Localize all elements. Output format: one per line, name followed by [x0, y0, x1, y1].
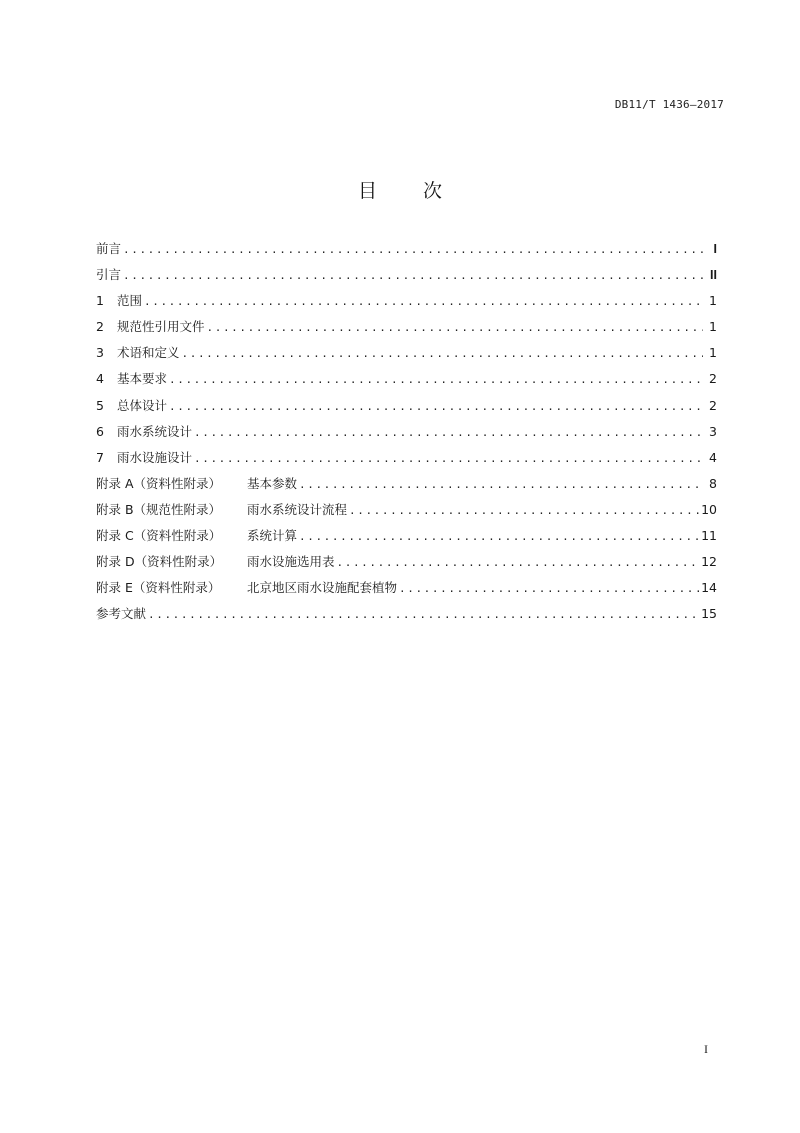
- toc-entry-label: 范围: [117, 293, 143, 309]
- toc-entry-basic-requirements[interactable]: [96, 369, 717, 395]
- toc-dot-leader: [299, 530, 699, 543]
- toc-dot-leader: [148, 608, 699, 621]
- toc-entry-terms-definitions[interactable]: [96, 343, 717, 369]
- toc-dot-leader: [349, 504, 699, 517]
- toc-entry-label: 系统计算: [247, 528, 298, 544]
- toc-page-number: 2: [709, 371, 717, 387]
- toc-entry-label: 前言: [96, 241, 122, 256]
- toc-section-number: 1: [96, 293, 104, 309]
- toc-dot-leader: [123, 269, 703, 282]
- toc-entry-label: 雨水系统设计: [117, 423, 193, 439]
- toc-page-number: 14: [701, 580, 717, 596]
- toc-entry-label: 总体设计: [117, 397, 168, 413]
- toc-dot-leader: [144, 295, 703, 308]
- toc-page-number: 1: [709, 319, 717, 335]
- toc-appendix-label: 附录 C（资料性附录）: [96, 528, 222, 544]
- toc-entry-appendix-a[interactable]: [96, 474, 717, 500]
- toc-entry-appendix-b[interactable]: [96, 500, 717, 526]
- toc-page-number: 12: [701, 554, 717, 570]
- toc-dot-leader: [399, 582, 699, 595]
- toc-entry-label: 基本参数: [247, 475, 298, 491]
- toc-entry-rainwater-facility-design[interactable]: [96, 448, 717, 474]
- toc-entry-appendix-e[interactable]: [96, 578, 717, 604]
- toc-dot-leader: [123, 243, 703, 256]
- toc-section-number: 2: [96, 319, 104, 335]
- toc-dot-leader: [207, 321, 703, 334]
- toc-entry-scope[interactable]: [96, 291, 717, 317]
- toc-dot-leader: [337, 556, 700, 569]
- toc-entry-foreword[interactable]: [96, 239, 717, 265]
- toc-entry-label: 雨水设施选用表: [247, 554, 335, 570]
- toc-entry-label: 基本要求: [117, 371, 168, 387]
- toc-page-number: 2: [709, 397, 717, 413]
- toc-entry-bibliography[interactable]: [96, 604, 717, 630]
- toc-section-number: 7: [96, 449, 104, 465]
- toc-appendix-label: 附录 B（规范性附录）: [96, 501, 222, 517]
- toc-entry-label: 术语和定义: [117, 345, 180, 361]
- toc-dot-leader: [299, 478, 703, 491]
- toc-entry-label: 引言: [96, 267, 122, 283]
- toc-section-number: 4: [96, 371, 104, 387]
- toc-dot-leader: [194, 452, 703, 465]
- toc-page-number: 11: [701, 528, 717, 544]
- toc-page-number: 3: [709, 423, 717, 439]
- toc-entry-label: 规范性引用文件: [117, 319, 205, 335]
- toc-dot-leader: [182, 347, 703, 360]
- toc-page-number: 1: [709, 345, 717, 361]
- table-of-contents: [96, 239, 717, 630]
- toc-entry-introduction[interactable]: [96, 265, 717, 291]
- toc-appendix-label: 附录 D（资料性附录）: [96, 554, 223, 570]
- toc-page-number: I: [713, 242, 717, 256]
- toc-dot-leader: [169, 400, 703, 413]
- toc-section-number: 3: [96, 345, 104, 361]
- page-number: I: [704, 1042, 708, 1056]
- toc-entry-label: 雨水设施设计: [117, 449, 193, 465]
- toc-appendix-label: 附录 E（资料性附录）: [96, 580, 221, 596]
- toc-appendix-label: 附录 A（资料性附录）: [96, 475, 222, 491]
- toc-entry-label: 北京地区雨水设施配套植物: [247, 580, 398, 596]
- toc-entry-label: 参考文献: [96, 606, 147, 622]
- toc-page-number: 10: [701, 501, 717, 517]
- toc-section-number: 5: [96, 397, 104, 413]
- toc-page-number: 1: [709, 293, 717, 309]
- toc-entry-overall-design[interactable]: [96, 396, 717, 422]
- toc-entry-normative-references[interactable]: [96, 317, 717, 343]
- toc-entry-rainwater-system-design[interactable]: [96, 422, 717, 448]
- toc-page-number: II: [710, 268, 717, 283]
- toc-entry-label: 雨水系统设计流程: [247, 501, 348, 517]
- toc-dot-leader: [194, 426, 703, 439]
- toc-section-number: 6: [96, 423, 104, 439]
- toc-entry-appendix-c[interactable]: [96, 526, 717, 552]
- toc-page-number: 15: [701, 606, 717, 622]
- toc-entry-appendix-d[interactable]: [96, 552, 717, 578]
- page-title: 目次: [357, 180, 488, 202]
- toc-page-number: 4: [709, 449, 717, 465]
- toc-page-number: 8: [709, 475, 717, 491]
- document-code: DB11/T 1436—2017: [614, 98, 724, 111]
- toc-dot-leader: [169, 373, 703, 386]
